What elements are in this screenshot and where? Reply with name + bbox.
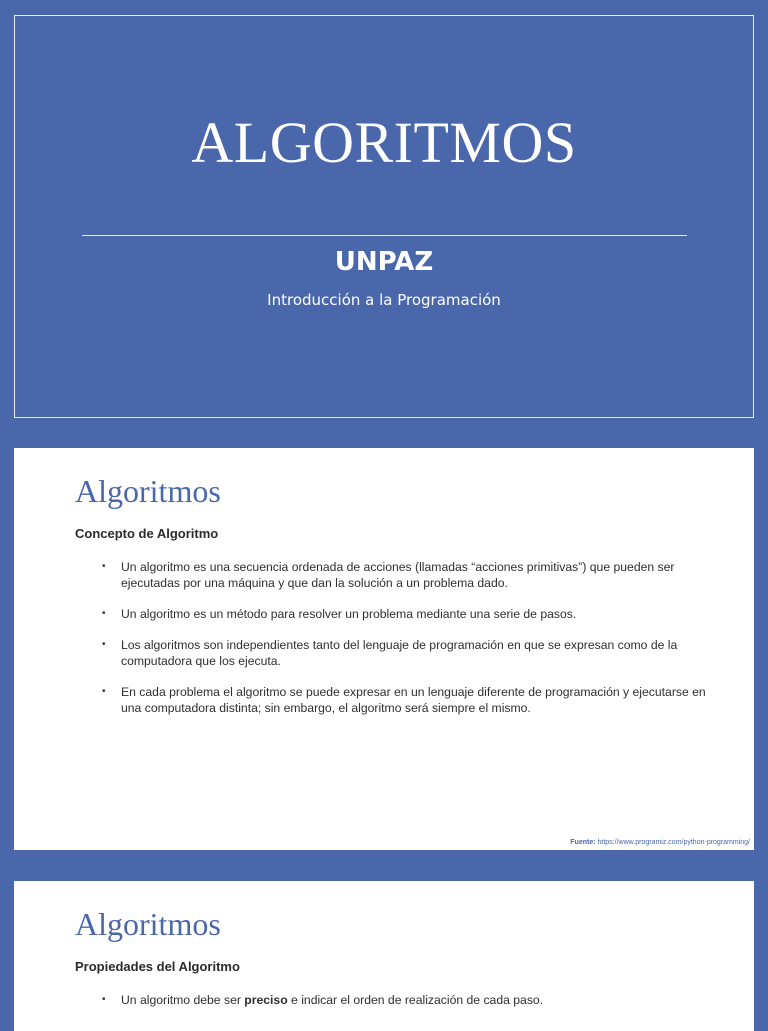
bullet-icon: • [102, 608, 106, 619]
slide-subheading: Concepto de Algoritmo [75, 526, 219, 541]
bullet-list [100, 992, 714, 1023]
bullet-icon: • [102, 561, 106, 572]
bullet-text: Los algoritmos son independientes tanto del lenguaje de programación en que se expresan como de la computadora que los ejecuta. [121, 638, 678, 668]
list-item [100, 684, 714, 716]
list-item [100, 606, 714, 622]
bullet-text: Un algoritmo es un método para resolver un problema mediante una serie de pasos. [121, 607, 577, 621]
slide-subheading: Propiedades del Algoritmo [75, 959, 240, 974]
properties-slide [14, 881, 754, 1031]
bullet-icon: • [102, 994, 106, 1005]
slide-subtitle: Introducción a la Programación [267, 291, 501, 309]
title-slide [14, 15, 754, 418]
bullet-text-bold: preciso [244, 993, 288, 1007]
bullet-text-pre: Un algoritmo debe ser [121, 993, 245, 1007]
list-item [100, 637, 714, 669]
concept-slide [14, 448, 754, 850]
title-divider [82, 235, 687, 236]
bullet-icon: • [102, 639, 106, 650]
bullet-icon: • [102, 686, 106, 697]
source-label: Fuente: [570, 839, 596, 846]
list-item [100, 992, 714, 1008]
source-link[interactable]: https://www.programiz.com/python-programming/ [597, 839, 750, 846]
slide-heading: Algoritmos [75, 906, 221, 942]
bullet-text: Un algoritmo es una secuencia ordenada de acciones (llamadas “acciones primitivas”) que pueden ser ejecutadas por una máquina y que dan la solución a un problema dado. [121, 560, 675, 590]
bullet-list [100, 559, 714, 731]
list-item [100, 559, 714, 591]
slide-heading: Algoritmos [75, 473, 221, 509]
bullet-text-post: e indicar el orden de realización de cada paso. [287, 993, 544, 1007]
organization-name: UNPAZ [334, 247, 434, 277]
bullet-text: En cada problema el algoritmo se puede expresar en un lenguaje diferente de programación y ejecutarse en una computadora distinta; sin embargo, el algoritmo será siempre el mismo. [121, 685, 706, 715]
slide-title: ALGORITMOS [191, 110, 577, 175]
source-citation [570, 839, 750, 846]
